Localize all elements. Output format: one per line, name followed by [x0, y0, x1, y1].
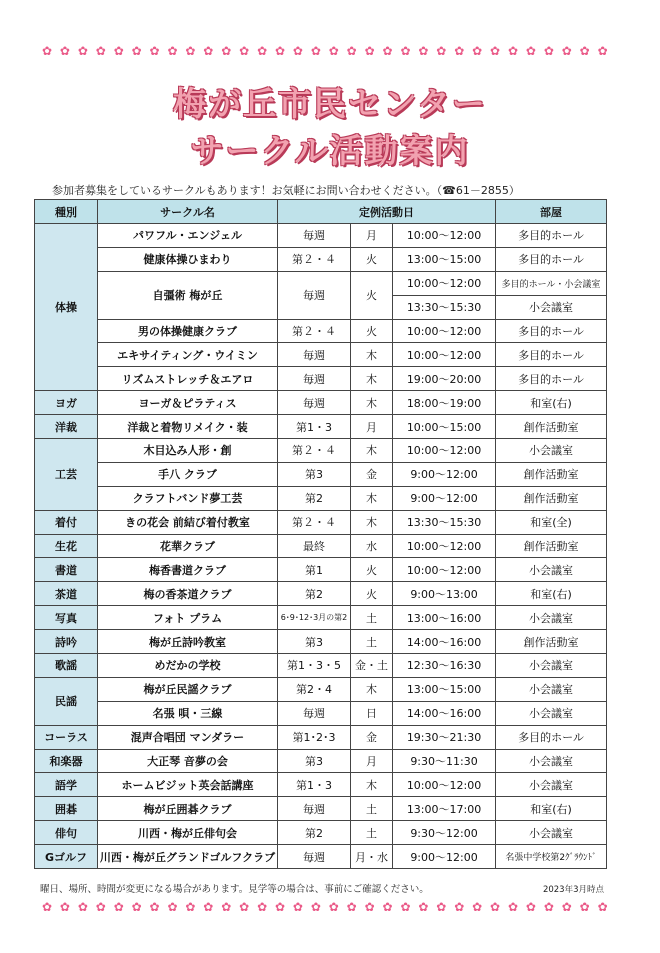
- circle-name: 洋裁と着物リメイク・装: [98, 415, 278, 439]
- circle-name: 梅が丘囲碁クラブ: [98, 797, 278, 821]
- weekday: 土: [351, 797, 393, 821]
- circle-name: 花華クラブ: [98, 534, 278, 558]
- frequency: 第2: [278, 486, 351, 510]
- weekday: 金・土: [351, 654, 393, 678]
- flower-icon: ✿: [310, 44, 321, 58]
- frequency: 第2: [278, 582, 351, 606]
- table-row: [35, 773, 607, 797]
- frequency: 6･9･12･3月の第2: [278, 606, 351, 630]
- flower-icon: ✿: [203, 900, 214, 914]
- time-range: 10:00～12:00: [393, 439, 496, 463]
- room: 創作活動室: [496, 534, 607, 558]
- table-row: [35, 701, 607, 725]
- flower-border-top: [42, 44, 608, 58]
- flower-icon: ✿: [597, 900, 608, 914]
- circle-name: エキサイティング・ウイミン: [98, 343, 278, 367]
- table-header-row: [35, 200, 607, 224]
- flower-icon: ✿: [364, 900, 375, 914]
- time-range: 9:00～12:00: [393, 462, 496, 486]
- room: 多目的ホール・小会議室: [496, 271, 607, 295]
- category-cell: 詩吟: [35, 630, 98, 654]
- circle-name: 手八 クラブ: [98, 462, 278, 486]
- flower-icon: ✿: [257, 44, 268, 58]
- flower-icon: ✿: [239, 900, 250, 914]
- category-cell: 語学: [35, 773, 98, 797]
- header-category: 種別: [35, 200, 98, 224]
- flower-icon: ✿: [328, 44, 339, 58]
- flower-icon: ✿: [346, 44, 357, 58]
- circle-name: リズムストレッチ＆エアロ: [98, 367, 278, 391]
- table-row: [35, 725, 607, 749]
- weekday: 火: [351, 582, 393, 606]
- flower-icon: ✿: [472, 44, 483, 58]
- time-range: 19:30～21:30: [393, 725, 496, 749]
- flower-icon: ✿: [561, 900, 572, 914]
- table-row: [35, 462, 607, 486]
- flower-icon: ✿: [59, 900, 70, 914]
- table-row: [35, 606, 607, 630]
- flower-icon: ✿: [436, 900, 447, 914]
- time-range: 10:00～12:00: [393, 534, 496, 558]
- page-subtitle: サークル活動案内: [190, 131, 470, 170]
- flower-icon: ✿: [203, 44, 214, 58]
- weekday: 火: [351, 247, 393, 271]
- room: 創作活動室: [496, 415, 607, 439]
- category-cell: 茶道: [35, 582, 98, 606]
- room: 多目的ホール: [496, 367, 607, 391]
- flower-icon: ✿: [454, 44, 465, 58]
- flower-icon: ✿: [221, 44, 232, 58]
- frequency: 最終: [278, 534, 351, 558]
- footer-date: 2023年3月時点: [542, 885, 604, 895]
- time-range: 9:30～12:00: [393, 821, 496, 845]
- room: 小会議室: [496, 701, 607, 725]
- circle-name: フォト プラム: [98, 606, 278, 630]
- weekday: 木: [351, 343, 393, 367]
- category-cell: 囲碁: [35, 797, 98, 821]
- frequency: 第3: [278, 749, 351, 773]
- table-row: [35, 582, 607, 606]
- weekday: 水: [351, 534, 393, 558]
- table-row: [35, 821, 607, 845]
- room: 和室(全): [496, 510, 607, 534]
- room: 多目的ホール: [496, 343, 607, 367]
- room: 多目的ホール: [496, 224, 607, 248]
- circle-name: 男の体操健康クラブ: [98, 319, 278, 343]
- frequency: 毎週: [278, 845, 351, 869]
- circle-schedule-table: [34, 199, 607, 869]
- frequency: 第1: [278, 558, 351, 582]
- room: 小会議室: [496, 749, 607, 773]
- flower-icon: ✿: [274, 900, 286, 914]
- table-row: [35, 845, 607, 869]
- weekday: 木: [351, 510, 393, 534]
- table-row: [35, 247, 607, 271]
- flower-icon: ✿: [149, 44, 160, 58]
- category-cell: 洋裁: [35, 415, 98, 439]
- room: 小会議室: [496, 295, 607, 319]
- table-row: [35, 654, 607, 678]
- table-row: [35, 343, 607, 367]
- room: 和室(右): [496, 797, 607, 821]
- room: 多目的ホール: [496, 247, 607, 271]
- circle-name: 川西・梅が丘俳句会: [98, 821, 278, 845]
- flower-icon: ✿: [597, 44, 608, 58]
- flower-icon: ✿: [292, 900, 303, 914]
- circle-name: 大正琴 音夢の会: [98, 749, 278, 773]
- time-range: 9:00～12:00: [393, 845, 496, 869]
- room: 小会議室: [496, 677, 607, 701]
- page-title: 梅が丘市民センター: [173, 84, 487, 123]
- flower-icon: ✿: [507, 900, 519, 914]
- table-row: [35, 486, 607, 510]
- frequency: 第２・４: [278, 247, 351, 271]
- room: 小会議室: [496, 606, 607, 630]
- weekday: 日: [351, 701, 393, 725]
- room: 創作活動室: [496, 486, 607, 510]
- frequency: 毎週: [278, 701, 351, 725]
- frequency: 第２・４: [278, 439, 351, 463]
- flower-icon: ✿: [382, 900, 393, 914]
- flower-icon: ✿: [292, 44, 303, 58]
- table-row: [35, 677, 607, 701]
- flower-icon: ✿: [77, 44, 88, 58]
- flower-icon: ✿: [490, 44, 501, 58]
- flower-icon: ✿: [42, 44, 53, 58]
- weekday: 月・水: [351, 845, 393, 869]
- flower-icon: ✿: [346, 900, 357, 914]
- time-range: 10:00～12:00: [393, 319, 496, 343]
- circle-name: きの花会 前結び着付教室: [98, 510, 278, 534]
- frequency: 毎週: [278, 797, 351, 821]
- time-range: 13:00～16:00: [393, 606, 496, 630]
- weekday: 木: [351, 367, 393, 391]
- category-cell: コーラス: [35, 725, 98, 749]
- flower-icon: ✿: [525, 900, 536, 914]
- table-row: [35, 749, 607, 773]
- flower-icon: ✿: [561, 44, 572, 58]
- table-row: [35, 319, 607, 343]
- flower-icon: ✿: [59, 44, 70, 58]
- frequency: 第2・4: [278, 677, 351, 701]
- category-cell: 生花: [35, 534, 98, 558]
- flower-icon: ✿: [221, 900, 232, 914]
- time-range: 9:30～11:30: [393, 749, 496, 773]
- circle-name: めだかの学校: [98, 654, 278, 678]
- flower-icon: ✿: [418, 44, 429, 58]
- time-range: 10:00～12:00: [393, 773, 496, 797]
- flower-icon: ✿: [472, 900, 483, 914]
- weekday: 土: [351, 606, 393, 630]
- circle-name: 名張 唄・三線: [98, 701, 278, 725]
- table-row: [35, 224, 607, 248]
- weekday: 木: [351, 486, 393, 510]
- weekday: 土: [351, 630, 393, 654]
- flower-icon: ✿: [95, 44, 106, 58]
- table-row: [35, 630, 607, 654]
- weekday: 月: [351, 749, 393, 773]
- room: 和室(右): [496, 391, 607, 415]
- frequency: 第3: [278, 462, 351, 486]
- time-range: 10:00～12:00: [393, 558, 496, 582]
- time-range: 13:00～15:00: [393, 677, 496, 701]
- flower-icon: ✿: [579, 44, 590, 58]
- flower-icon: ✿: [400, 44, 411, 58]
- frequency: 第1･2･3: [278, 725, 351, 749]
- flower-icon: ✿: [436, 44, 447, 58]
- flower-icon: ✿: [507, 44, 519, 58]
- weekday: 月: [351, 415, 393, 439]
- room: 小会議室: [496, 654, 607, 678]
- flower-icon: ✿: [185, 900, 196, 914]
- time-range: 14:00～16:00: [393, 701, 496, 725]
- time-range: 13:30～15:30: [393, 295, 496, 319]
- header-room: 部屋: [496, 200, 607, 224]
- header-circle-name: サークル名: [98, 200, 278, 224]
- flower-icon: ✿: [167, 900, 178, 914]
- flower-icon: ✿: [543, 900, 554, 914]
- flower-icon: ✿: [400, 900, 411, 914]
- table-row: [35, 415, 607, 439]
- flower-icon: ✿: [185, 44, 196, 58]
- flower-icon: ✿: [95, 900, 106, 914]
- flower-icon: ✿: [274, 44, 286, 58]
- room: 小会議室: [496, 439, 607, 463]
- header-schedule: 定例活動日: [278, 200, 496, 224]
- room: 多目的ホール: [496, 725, 607, 749]
- flower-icon: ✿: [239, 44, 250, 58]
- room: 小会議室: [496, 558, 607, 582]
- time-range: 13:30～15:30: [393, 510, 496, 534]
- circle-name: 川西・梅が丘グランドゴルフクラブ: [98, 845, 278, 869]
- weekday: 木: [351, 439, 393, 463]
- category-cell: Gゴルフ: [35, 845, 98, 869]
- category-cell: 民謡: [35, 677, 98, 725]
- category-cell: 着付: [35, 510, 98, 534]
- frequency: 毎週: [278, 271, 351, 319]
- frequency: 毎週: [278, 224, 351, 248]
- time-range: 13:00～15:00: [393, 247, 496, 271]
- room: 小会議室: [496, 821, 607, 845]
- time-range: 9:00～12:00: [393, 486, 496, 510]
- weekday: 火: [351, 271, 393, 319]
- weekday: 火: [351, 558, 393, 582]
- frequency: 第3: [278, 630, 351, 654]
- circle-name: 梅の香茶道クラブ: [98, 582, 278, 606]
- room: 創作活動室: [496, 462, 607, 486]
- flower-icon: ✿: [167, 44, 178, 58]
- room: 和室(右): [496, 582, 607, 606]
- circle-name: クラフトバンド夢工芸: [98, 486, 278, 510]
- category-cell: 工芸: [35, 439, 98, 511]
- flower-icon: ✿: [418, 900, 429, 914]
- category-cell: 歌謡: [35, 654, 98, 678]
- circle-name: 自彊術 梅が丘: [98, 271, 278, 319]
- weekday: 木: [351, 773, 393, 797]
- weekday: 木: [351, 677, 393, 701]
- flower-border-bottom: [42, 900, 608, 914]
- frequency: 第1・3: [278, 773, 351, 797]
- flower-icon: ✿: [42, 900, 53, 914]
- flower-icon: ✿: [131, 900, 142, 914]
- weekday: 土: [351, 821, 393, 845]
- circle-name: 混声合唱団 マンダラー: [98, 725, 278, 749]
- intro-text: 参加者募集をしているサークルもあります！お気軽にお問い合わせください。（☎61－2855）: [52, 184, 520, 197]
- table-row: [35, 367, 607, 391]
- flower-icon: ✿: [454, 900, 465, 914]
- room: 創作活動室: [496, 630, 607, 654]
- time-range: 9:00～13:00: [393, 582, 496, 606]
- circle-name: パワフル・エンジェル: [98, 224, 278, 248]
- flower-icon: ✿: [543, 44, 554, 58]
- circle-name: 梅が丘詩吟教室: [98, 630, 278, 654]
- table-row: [35, 797, 607, 821]
- weekday: 火: [351, 319, 393, 343]
- category-cell: ヨガ: [35, 391, 98, 415]
- flower-icon: ✿: [113, 900, 124, 914]
- table-row: [35, 558, 607, 582]
- flower-icon: ✿: [490, 900, 501, 914]
- time-range: 18:00～19:00: [393, 391, 496, 415]
- time-range: 10:00～12:00: [393, 343, 496, 367]
- flower-icon: ✿: [382, 44, 393, 58]
- room: 名張中学校第2ｸﾞﾗｳﾝﾄﾞ: [496, 845, 607, 869]
- circle-name: 梅が丘民謡クラブ: [98, 677, 278, 701]
- table-row: [35, 271, 607, 295]
- flower-icon: ✿: [113, 44, 124, 58]
- time-range: 12:30～16:30: [393, 654, 496, 678]
- category-cell: 和楽器: [35, 749, 98, 773]
- circle-name: 健康体操ひまわり: [98, 247, 278, 271]
- table-row: [35, 439, 607, 463]
- time-range: 10:00～12:00: [393, 224, 496, 248]
- weekday: 金: [351, 725, 393, 749]
- flower-icon: ✿: [525, 44, 536, 58]
- flower-icon: ✿: [364, 44, 375, 58]
- circle-name: 木目込み人形・創: [98, 439, 278, 463]
- frequency: 毎週: [278, 367, 351, 391]
- category-cell: 俳句: [35, 821, 98, 845]
- flower-icon: ✿: [310, 900, 321, 914]
- frequency: 第1・3・5: [278, 654, 351, 678]
- circle-name: ホームビジット英会話講座: [98, 773, 278, 797]
- frequency: 第2: [278, 821, 351, 845]
- table-row: [35, 534, 607, 558]
- flower-icon: ✿: [77, 900, 88, 914]
- frequency: 第２・４: [278, 510, 351, 534]
- table-row: [35, 510, 607, 534]
- circle-name: 梅香書道クラブ: [98, 558, 278, 582]
- flower-icon: ✿: [149, 900, 160, 914]
- room: 多目的ホール: [496, 319, 607, 343]
- time-range: 10:00～15:00: [393, 415, 496, 439]
- frequency: 第1・3: [278, 415, 351, 439]
- flower-icon: ✿: [579, 900, 590, 914]
- time-range: 10:00～12:00: [393, 271, 496, 295]
- frequency: 毎週: [278, 343, 351, 367]
- weekday: 木: [351, 391, 393, 415]
- weekday: 金: [351, 462, 393, 486]
- table-row: [35, 391, 607, 415]
- circle-name: ヨーガ＆ピラティス: [98, 391, 278, 415]
- time-range: 14:00～16:00: [393, 630, 496, 654]
- category-cell: 写真: [35, 606, 98, 630]
- flower-icon: ✿: [328, 900, 339, 914]
- weekday: 月: [351, 224, 393, 248]
- frequency: 毎週: [278, 391, 351, 415]
- frequency: 第２・４: [278, 319, 351, 343]
- flower-icon: ✿: [131, 44, 142, 58]
- room: 小会議室: [496, 773, 607, 797]
- category-cell: 書道: [35, 558, 98, 582]
- time-range: 19:00～20:00: [393, 367, 496, 391]
- category-cell: 体操: [35, 224, 98, 391]
- time-range: 13:00～17:00: [393, 797, 496, 821]
- flower-icon: ✿: [257, 900, 268, 914]
- footer-note: 曜日、場所、時間が変更になる場合があります。見学等の場合は、事前にご確認ください。: [40, 884, 429, 895]
